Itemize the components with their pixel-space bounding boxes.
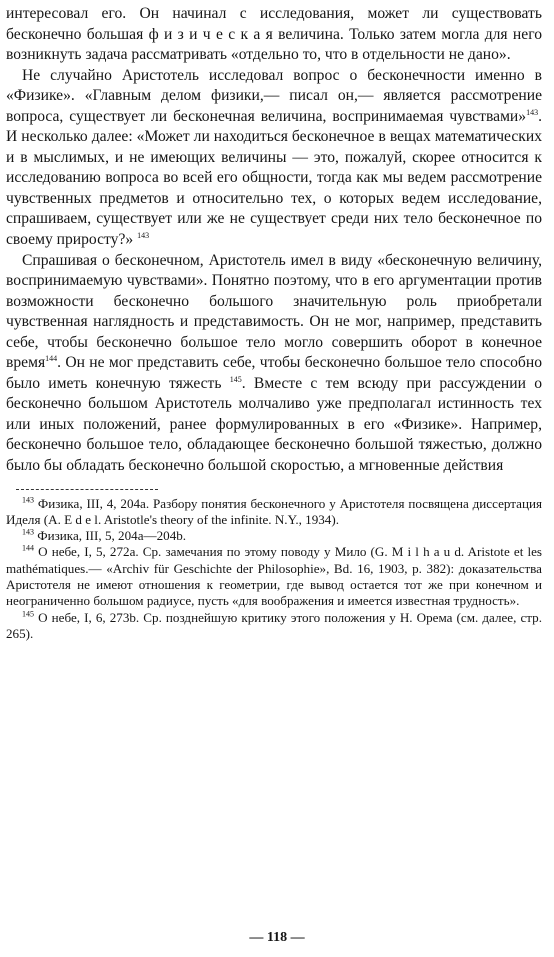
footnote-separator <box>16 489 158 490</box>
footnote-text: Физика, III, 4, 204a. Разбору понятия бесконечного у Аристотеля посвящена диссертация Иделя (A. E d e l. Aristotle's theory of the infinite. N.Y., 1934). <box>6 495 542 527</box>
text-run: Не случайно Аристотель исследовал вопрос о бесконечности именно в «Физике». «Главным делом физики,— писал он,— является рассмотрение вопроса, существует ли бесконечная величина, воспринимаемая чувствами» <box>6 66 542 125</box>
text-run: . Он не мог представить себе, чтобы бесконечно большое тело способно было иметь конечную тяжесть <box>6 354 542 392</box>
footnote-number: 145 <box>22 609 34 619</box>
page-number: — 118 — <box>249 930 305 945</box>
footnote-number: 143 <box>22 495 34 505</box>
footnote-ref: 144 <box>45 354 58 364</box>
text-run: интересовал его. Он начинал с исследования, может ли существовать бесконечно большая ф и з и ч е с к а я величина. Только затем могла для него возникнуть задача рассматривать «отдельно то, что в отдельности не дано». <box>6 5 542 64</box>
text-run: Спрашивая о бесконечном, Аристотель имел в виду «бесконечную величину, воспринимаемую чувствами». Понятно поэтому, что в его аргументации против возможности бесконечно большого значительную роль приобретали чувственная наглядность и представимость. Он не мог, например, представить себе, чтобы бесконечно большое тело могло совершить оборот в конечное время <box>6 251 542 372</box>
footnote-text: О небе, I, 5, 272a. Ср. замечания по этому поводу у Мило (G. M i l h a u d. Aristote et les mathématiques.— «Archiv für Geschichte der Philosophie», Bd. 16, 1903, p. 382): доказательства Аристотеля не имеют отношения к геометрии, где вывод остается тот же при конечном и неограниченно большом радиусе, пусть «для воображения и имеется известная трудность». <box>6 544 542 609</box>
footnote <box>6 544 542 609</box>
footnotes <box>6 496 542 643</box>
paragraph-2 <box>6 66 542 251</box>
footnote-number: 143 <box>22 527 34 537</box>
text-run: . Вместе с тем всюду при рассуждении о бесконечно большом Аристотель молчаливо уже предполагал истинность тех или иных положений, ранее формулированных в его «Физике». Например, бесконечно большое тело, обладающее бесконечно большой тяжестью, должно было бы обладать бесконечно большой скоростью, а мгновенные действия <box>6 374 542 475</box>
footnote-ref: 145 <box>229 374 242 384</box>
footnote-number: 144 <box>22 544 34 554</box>
footnote-ref: 143 <box>526 107 539 117</box>
paragraph-3 <box>6 251 542 477</box>
text-run: . И несколько далее: «Может ли находиться бесконечное в вещах математических и в мыслимых, и не имеющих величины — это, пожалуй, скорее относится к исследованию вопроса во всей его общности, тогда как мы ведем рассмотрение чувственных предметов и относительно тех, о которых ведем исследование, спрашиваем, существует или же не существует среди них тело бесконечное по своему приросту?» <box>6 107 542 249</box>
paragraph-1 <box>6 4 542 66</box>
footnote <box>6 528 542 544</box>
footnote-ref: 143 <box>137 230 150 240</box>
footnote-text: О небе, I, 6, 273b. Ср. позднейшую критику этого положения у Н. Орема (см. далее, стр. 265). <box>6 609 542 641</box>
main-text <box>6 4 542 477</box>
footnote <box>6 610 542 643</box>
footnote-text: Физика, III, 5, 204a—204b. <box>34 528 187 544</box>
footnote <box>6 496 542 529</box>
